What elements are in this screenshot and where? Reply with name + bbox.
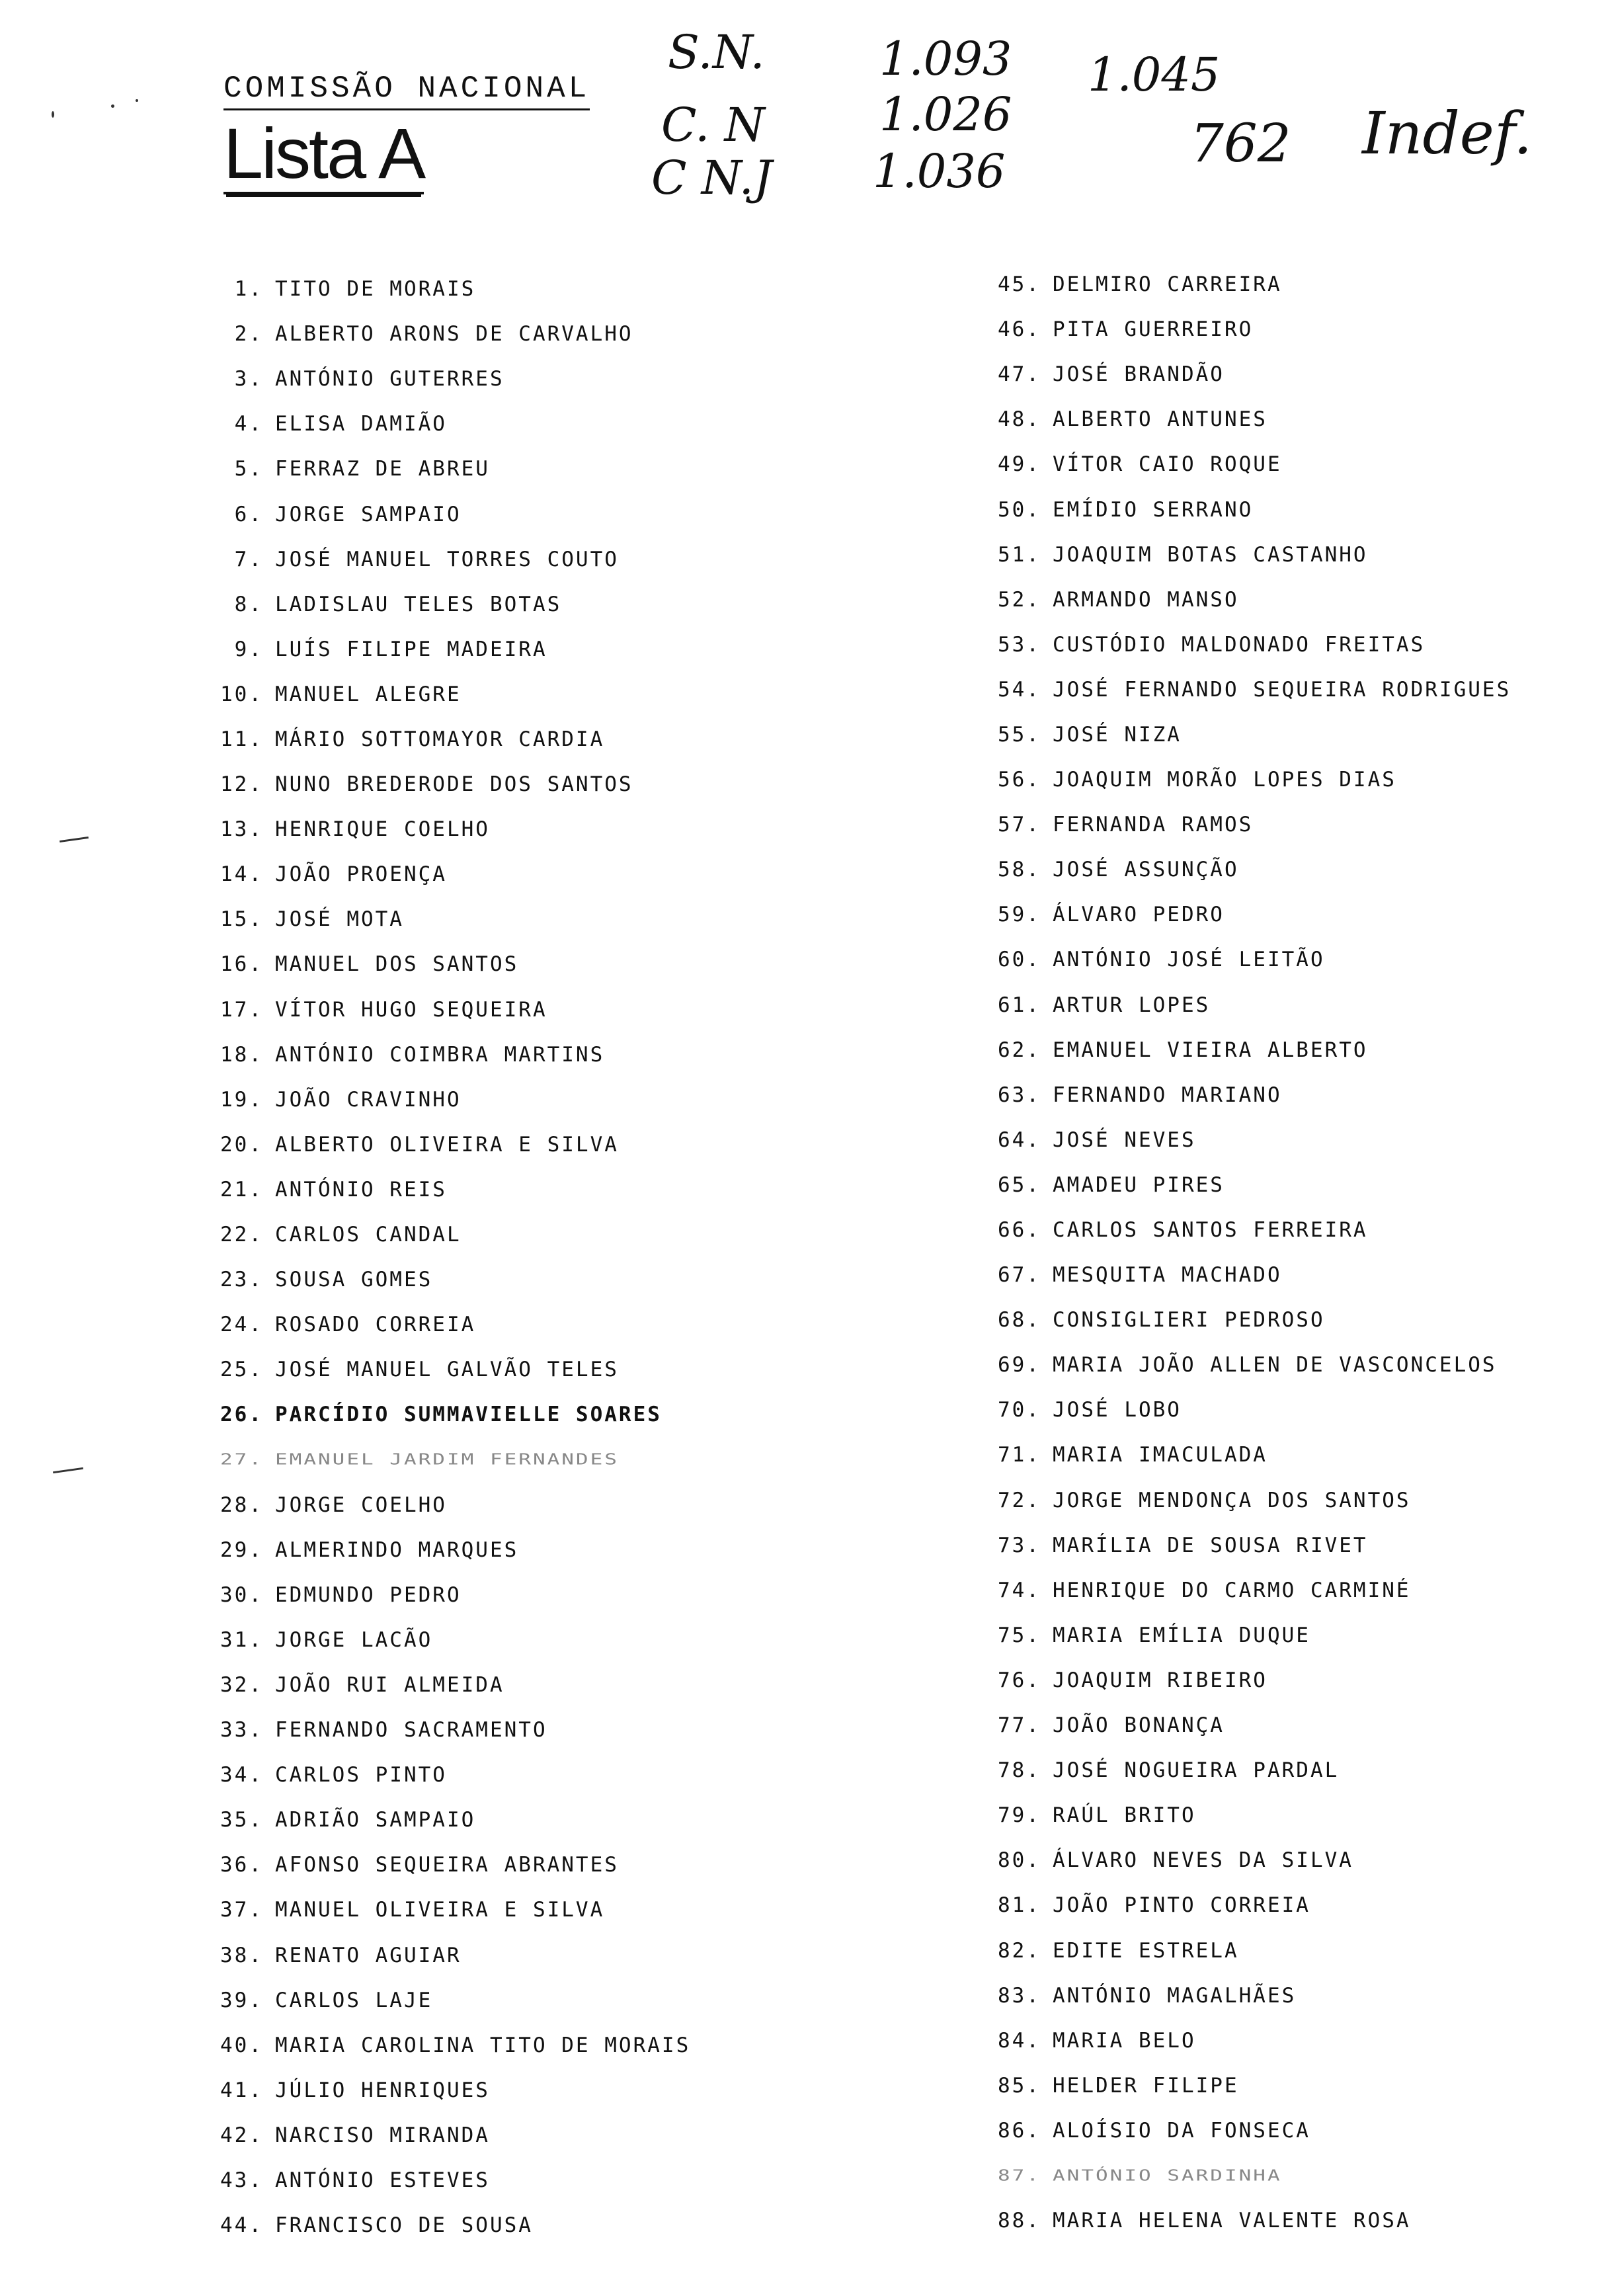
list-item (210, 446, 690, 491)
list-item (988, 262, 1511, 307)
list-item (988, 2158, 1511, 2192)
item-number: 3. (234, 367, 263, 391)
item-number: 83. (998, 1983, 1041, 2008)
candidate-name: VÍTOR CAIO ROQUE (1053, 452, 1282, 477)
item-number: 79. (998, 1803, 1041, 1828)
candidate-name: RENATO AGUIAR (275, 1943, 462, 1967)
item-number: 84. (998, 2028, 1041, 2053)
list-item (988, 1252, 1511, 1297)
item-number: 48. (998, 407, 1041, 432)
candidate-name: ANTÓNIO MAGALHÃES (1053, 1983, 1297, 2008)
candidate-name: JOSÉ MANUEL GALVÃO TELES (275, 1358, 619, 1382)
candidate-name: EMANUEL VIEIRA ALBERTO (1053, 1038, 1368, 1062)
candidate-name: EMÍDIO SERRANO (1053, 497, 1254, 522)
item-number: 88. (998, 2209, 1041, 2233)
list-item (988, 1748, 1511, 1793)
item-number: 56. (998, 768, 1041, 792)
item-number: 74. (998, 1578, 1041, 1602)
candidate-name: ALMERINDO MARQUES (275, 1538, 519, 1562)
item-number: 5. (234, 457, 263, 481)
candidate-name: LADISLAU TELES BOTAS (275, 592, 562, 616)
list-item (988, 1208, 1511, 1252)
item-number: 61. (998, 993, 1041, 1017)
item-number: 8. (234, 592, 263, 616)
item-number: 10. (220, 682, 263, 706)
item-number: 43. (220, 2168, 263, 2192)
list-item (210, 491, 690, 536)
list-item (210, 1443, 690, 1477)
candidate-name: VÍTOR HUGO SEQUEIRA (275, 997, 547, 1022)
list-item (988, 892, 1511, 937)
candidate-name: FERRAZ DE ABREU (275, 457, 490, 481)
list-item (210, 537, 690, 582)
item-number: 37. (220, 1898, 263, 1922)
candidate-name: NUNO BREDERODE DOS SANTOS (275, 772, 633, 797)
candidate-name: MARÍLIA DE SOUSA RIVET (1053, 1533, 1368, 1557)
list-item (210, 1978, 690, 2023)
handwritten-value-sn: 1.093 (879, 32, 1012, 86)
candidate-name: SOUSA GOMES (275, 1268, 433, 1292)
item-number: 75. (998, 1623, 1041, 1647)
candidate-name: MARIA EMÍLIA DUQUE (1053, 1623, 1310, 1647)
item-number: 1. (234, 277, 263, 302)
item-number: 63. (998, 1083, 1041, 1107)
list-item (210, 1842, 690, 1887)
handwritten-extra-value-2: 762 (1190, 112, 1291, 174)
item-number: 25. (220, 1358, 263, 1382)
list-item (988, 983, 1511, 1028)
scan-speck (52, 111, 54, 118)
list-item (988, 397, 1511, 442)
candidate-name: JOSÉ MANUEL TORRES COUTO (275, 547, 619, 571)
candidate-name: ANTÓNIO REIS (275, 1177, 447, 1202)
candidate-name: FERNANDO SACRAMENTO (275, 1718, 547, 1742)
list-item (210, 627, 690, 672)
candidate-name: CARLOS SANTOS FERREIRA (1053, 1218, 1368, 1243)
item-number: 17. (220, 997, 263, 1022)
list-item (988, 2063, 1511, 2108)
candidate-name: NARCISO MIRANDA (275, 2123, 490, 2147)
item-number: 68. (998, 1308, 1041, 1332)
candidate-name: MARIA HELENA VALENTE ROSA (1053, 2209, 1411, 2233)
candidate-name: CARLOS LAJE (275, 1988, 433, 2012)
item-number: 53. (998, 632, 1041, 657)
list-item (210, 807, 690, 852)
candidate-list-right (988, 262, 1511, 2243)
list-item (988, 442, 1511, 487)
item-number: 31. (220, 1627, 263, 1652)
item-number: 65. (998, 1172, 1041, 1197)
list-item (988, 1073, 1511, 1118)
item-number: 78. (998, 1758, 1041, 1783)
candidate-name: ALOÍSIO DA FONSECA (1053, 2118, 1310, 2143)
item-number: 42. (220, 2123, 263, 2147)
item-number: 7. (234, 547, 263, 571)
item-number: 44. (220, 2213, 263, 2238)
item-number: 32. (220, 1672, 263, 1697)
list-item (210, 852, 690, 897)
candidate-name: AMADEU PIRES (1053, 1172, 1225, 1197)
candidate-list-left (210, 266, 690, 2248)
list-item (988, 1793, 1511, 1838)
list-item (210, 2023, 690, 2068)
list-item (210, 2068, 690, 2113)
list-item (988, 352, 1511, 397)
list-item (210, 1752, 690, 1797)
candidate-name: EDMUNDO PEDRO (275, 1582, 462, 1607)
list-item (988, 712, 1511, 757)
list-item (988, 1387, 1511, 1432)
list-item (988, 1568, 1511, 1613)
item-number: 6. (234, 502, 263, 526)
item-number: 19. (220, 1087, 263, 1112)
list-item (210, 1167, 690, 1212)
list-item (210, 1573, 690, 1618)
handwritten-label-sn: S.N. (668, 25, 765, 79)
item-number: 71. (998, 1443, 1041, 1467)
handwritten-label-cnj: C N.J (651, 151, 772, 205)
candidate-name: PITA GUERREIRO (1053, 317, 1254, 342)
item-number: 16. (220, 952, 263, 977)
candidate-name: PARCÍDIO SUMMAVIELLE SOARES (275, 1403, 662, 1427)
candidate-name: JOSÉ NIZA (1053, 722, 1182, 747)
list-item (210, 1932, 690, 1977)
item-number: 30. (220, 1582, 263, 1607)
candidate-name: HENRIQUE COELHO (275, 817, 490, 842)
candidate-name: ALBERTO ARONS DE CARVALHO (275, 322, 633, 347)
item-number: 21. (220, 1177, 263, 1202)
candidate-name: JORGE COELHO (275, 1493, 447, 1517)
item-number: 22. (220, 1223, 263, 1247)
item-number: 81. (998, 1893, 1041, 1918)
candidate-name: JOÃO PINTO CORREIA (1053, 1893, 1310, 1918)
list-item (988, 577, 1511, 622)
item-number: 27. (220, 1450, 263, 1469)
list-item (988, 1118, 1511, 1163)
candidate-name: JOSÉ BRANDÃO (1053, 362, 1225, 387)
handwritten-label-cn: C. N (661, 98, 765, 152)
candidate-name: ANTÓNIO ESTEVES (275, 2168, 490, 2192)
list-item (210, 987, 690, 1032)
list-item (988, 532, 1511, 577)
item-number: 66. (998, 1218, 1041, 1243)
list-item (988, 1028, 1511, 1073)
list-item (210, 1618, 690, 1662)
list-item (988, 757, 1511, 802)
list-item (988, 1973, 1511, 2018)
list-item (988, 622, 1511, 667)
item-number: 13. (220, 817, 263, 842)
candidate-name: AFONSO SEQUEIRA ABRANTES (275, 1853, 619, 1877)
candidate-name: JOSÉ NEVES (1053, 1128, 1196, 1152)
candidate-name: JÚLIO HENRIQUES (275, 2078, 490, 2102)
item-number: 28. (220, 1493, 263, 1517)
item-number: 59. (998, 903, 1041, 927)
list-item (988, 1838, 1511, 1883)
scan-speck (136, 99, 138, 102)
list-item (210, 266, 690, 311)
candidate-name: ALBERTO OLIVEIRA E SILVA (275, 1132, 619, 1157)
list-item (988, 1928, 1511, 1973)
item-number: 50. (998, 497, 1041, 522)
item-number: 77. (998, 1713, 1041, 1738)
candidate-name: LUÍS FILIPE MADEIRA (275, 637, 547, 661)
candidate-name: EMANUEL JARDIM FERNANDES (275, 1450, 619, 1469)
candidate-name: HENRIQUE DO CARMO CARMINÉ (1053, 1578, 1411, 1602)
candidate-name: JOAQUIM BOTAS CASTANHO (1053, 542, 1368, 567)
candidate-name: HELDER FILIPE (1053, 2073, 1239, 2098)
list-item (210, 1392, 690, 1437)
list-item (210, 1077, 690, 1122)
list-item (210, 1528, 690, 1573)
item-number: 57. (998, 813, 1041, 837)
item-number: 23. (220, 1268, 263, 1292)
candidate-name: CONSIGLIERI PEDROSO (1053, 1308, 1325, 1332)
candidate-name: MESQUITA MACHADO (1053, 1263, 1282, 1288)
candidate-name: ANTÓNIO JOSÉ LEITÃO (1053, 948, 1325, 972)
item-number: 2. (234, 322, 263, 347)
candidate-name: MARIA JOÃO ALLEN DE VASCONCELOS (1053, 1353, 1497, 1377)
list-item (988, 1297, 1511, 1342)
candidate-name: FERNANDA RAMOS (1053, 813, 1254, 837)
list-title: Lista A (223, 116, 424, 194)
item-number: 45. (998, 272, 1041, 297)
item-number: 29. (220, 1538, 263, 1562)
candidate-name: JOSÉ LOBO (1053, 1398, 1182, 1422)
list-item (210, 942, 690, 987)
candidate-name: JOAQUIM RIBEIRO (1053, 1668, 1267, 1692)
item-number: 58. (998, 858, 1041, 882)
scan-mark (53, 1467, 83, 1473)
candidate-name: JOÃO RUI ALMEIDA (275, 1672, 504, 1697)
item-number: 9. (234, 637, 263, 661)
handwritten-value-cnj: 1.036 (873, 144, 1006, 198)
item-number: 39. (220, 1988, 263, 2012)
list-item (210, 311, 690, 356)
item-number: 67. (998, 1263, 1041, 1288)
candidate-name: JOÃO CRAVINHO (275, 1087, 462, 1112)
item-number: 38. (220, 1943, 263, 1967)
candidate-name: ARMANDO MANSO (1053, 587, 1239, 612)
item-number: 14. (220, 862, 263, 887)
handwritten-value-cn: 1.026 (879, 87, 1012, 142)
list-item (988, 1342, 1511, 1387)
candidate-name: EDITE ESTRELA (1053, 1938, 1239, 1963)
handwritten-extra-value: 1.045 (1088, 48, 1221, 102)
candidate-name: JOSÉ FERNANDO SEQUEIRA RODRIGUES (1053, 677, 1511, 702)
candidate-name: ANTÓNIO COIMBRA MARTINS (275, 1042, 605, 1067)
list-item (210, 717, 690, 762)
candidate-name: ANTÓNIO SARDINHA (1053, 2166, 1282, 2185)
candidate-name: ALBERTO ANTUNES (1053, 407, 1267, 432)
list-item (210, 1662, 690, 1707)
item-number: 20. (220, 1132, 263, 1157)
candidate-name: JOSÉ NOGUEIRA PARDAL (1053, 1758, 1340, 1783)
list-item (988, 1703, 1511, 1748)
candidate-name: JORGE SAMPAIO (275, 502, 462, 526)
item-number: 62. (998, 1038, 1041, 1062)
item-number: 47. (998, 362, 1041, 387)
item-number: 69. (998, 1353, 1041, 1377)
item-number: 80. (998, 1848, 1041, 1873)
list-item (210, 1797, 690, 1842)
list-item (988, 1523, 1511, 1568)
list-item (210, 582, 690, 627)
handwritten-note: Indef. (1362, 99, 1533, 167)
list-item (210, 2203, 690, 2248)
list-item (210, 1483, 690, 1528)
list-item (210, 1212, 690, 1257)
candidate-name: ADRIÃO SAMPAIO (275, 1808, 476, 1832)
item-number: 54. (998, 677, 1041, 702)
item-number: 24. (220, 1313, 263, 1337)
candidate-name: CARLOS PINTO (275, 1763, 447, 1787)
list-item (988, 1658, 1511, 1703)
candidate-name: MANUEL ALEGRE (275, 682, 462, 706)
list-item (988, 1613, 1511, 1658)
item-number: 82. (998, 1938, 1041, 1963)
item-number: 60. (998, 948, 1041, 972)
list-item (988, 802, 1511, 847)
item-number: 41. (220, 2078, 263, 2102)
candidate-name: ÁLVARO PEDRO (1053, 903, 1225, 927)
list-item (210, 2113, 690, 2158)
candidate-name: MARIA CAROLINA TITO DE MORAIS (275, 2033, 691, 2057)
list-item (988, 1163, 1511, 1208)
candidate-name: ARTUR LOPES (1053, 993, 1211, 1017)
list-item (988, 2198, 1511, 2243)
candidate-name: TITO DE MORAIS (275, 277, 476, 302)
list-item (988, 937, 1511, 982)
list-item (988, 307, 1511, 352)
candidate-name: JORGE MENDONÇA DOS SANTOS (1053, 1488, 1411, 1512)
candidate-name: CARLOS CANDAL (275, 1223, 462, 1247)
document-heading (223, 71, 590, 194)
item-number: 15. (220, 907, 263, 932)
list-item (210, 1032, 690, 1077)
candidate-name: ANTÓNIO GUTERRES (275, 367, 504, 391)
list-item (210, 1302, 690, 1347)
list-item (988, 1478, 1511, 1523)
list-item (988, 667, 1511, 712)
item-number: 35. (220, 1808, 263, 1832)
list-item (988, 847, 1511, 892)
item-number: 46. (998, 317, 1041, 342)
item-number: 72. (998, 1488, 1041, 1512)
candidate-name: DELMIRO CARREIRA (1053, 272, 1282, 297)
candidate-name: JOSÉ MOTA (275, 907, 404, 932)
item-number: 4. (234, 412, 263, 436)
item-number: 51. (998, 542, 1041, 567)
item-number: 64. (998, 1128, 1041, 1152)
list-item (988, 2108, 1511, 2153)
list-item (988, 1883, 1511, 1928)
item-number: 73. (998, 1533, 1041, 1557)
list-item (210, 356, 690, 401)
list-item (210, 762, 690, 807)
item-number: 11. (220, 727, 263, 751)
candidate-name: RAÚL BRITO (1053, 1803, 1196, 1828)
candidate-name: ELISA DAMIÃO (275, 412, 447, 436)
item-number: 70. (998, 1398, 1041, 1422)
item-number: 26. (220, 1403, 263, 1427)
list-item (210, 1257, 690, 1302)
candidate-name: FRANCISCO DE SOUSA (275, 2213, 533, 2238)
candidate-name: MANUEL DOS SANTOS (275, 952, 519, 977)
item-number: 86. (998, 2118, 1041, 2143)
item-number: 52. (998, 587, 1041, 612)
list-item (210, 1122, 690, 1167)
item-number: 18. (220, 1042, 263, 1067)
item-number: 36. (220, 1853, 263, 1877)
candidate-name: ÁLVARO NEVES DA SILVA (1053, 1848, 1353, 1873)
candidate-name: MANUEL OLIVEIRA E SILVA (275, 1898, 605, 1922)
candidate-name: FERNANDO MARIANO (1053, 1083, 1282, 1107)
org-title: COMISSÃO NACIONAL (223, 71, 590, 110)
item-number: 85. (998, 2073, 1041, 2098)
scan-mark (60, 837, 89, 842)
candidate-name: MÁRIO SOTTOMAYOR CARDIA (275, 727, 605, 751)
item-number: 49. (998, 452, 1041, 477)
list-item (210, 1347, 690, 1392)
list-item (210, 2158, 690, 2203)
candidate-name: JOSÉ ASSUNÇÃO (1053, 858, 1239, 882)
candidate-name: JORGE LACÃO (275, 1627, 433, 1652)
list-item (210, 897, 690, 942)
candidate-name: JOÃO BONANÇA (1053, 1713, 1225, 1738)
item-number: 33. (220, 1718, 263, 1742)
scan-speck (111, 104, 114, 108)
list-item (988, 1432, 1511, 1477)
item-number: 34. (220, 1763, 263, 1787)
list-item (210, 1887, 690, 1932)
item-number: 12. (220, 772, 263, 797)
item-number: 55. (998, 722, 1041, 747)
candidate-name: JOAQUIM MORÃO LOPES DIAS (1053, 768, 1396, 792)
item-number: 40. (220, 2033, 263, 2057)
list-item (210, 1707, 690, 1752)
candidate-name: MARIA IMACULADA (1053, 1443, 1267, 1467)
list-item (988, 2018, 1511, 2063)
item-number: 87. (998, 2166, 1041, 2185)
list-item (210, 672, 690, 717)
candidate-name: MARIA BELO (1053, 2028, 1196, 2053)
candidate-name: CUSTÓDIO MALDONADO FREITAS (1053, 632, 1426, 657)
list-item (988, 487, 1511, 532)
item-number: 76. (998, 1668, 1041, 1692)
candidate-name: ROSADO CORREIA (275, 1313, 476, 1337)
list-item (210, 401, 690, 446)
candidate-name: JOÃO PROENÇA (275, 862, 447, 887)
